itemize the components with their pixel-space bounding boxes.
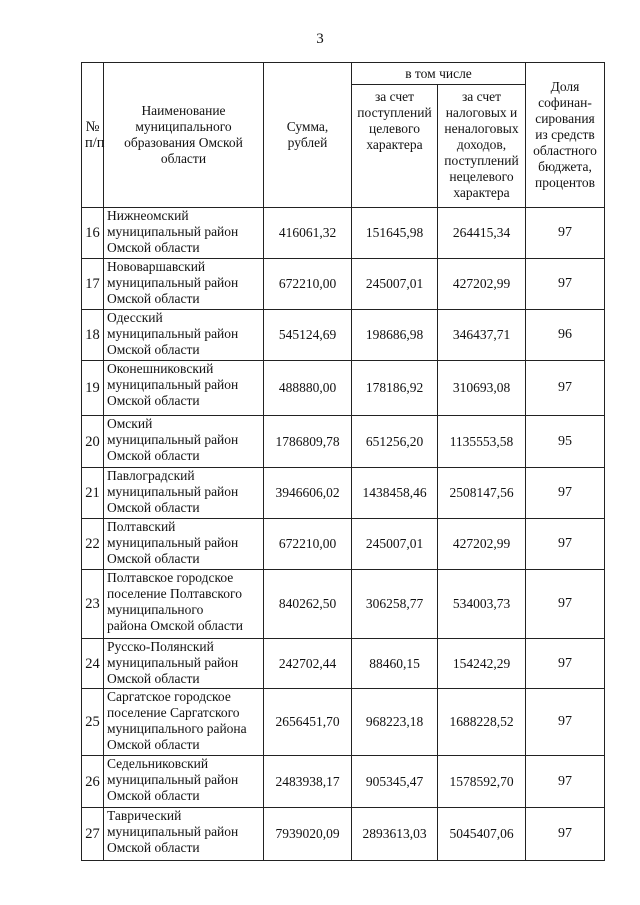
header-text-line: бюджета,	[538, 159, 592, 174]
targeted-value: 178186,92	[352, 361, 438, 416]
municipality-name-line: Омский	[107, 416, 153, 431]
subsidy-table	[81, 62, 605, 861]
municipality-name	[104, 208, 264, 259]
header-text-line: доходов,	[456, 137, 507, 152]
header-text-line: из средств	[535, 127, 595, 142]
municipality-name-line: Омской области	[107, 240, 200, 255]
share-value: 97	[526, 208, 605, 259]
targeted-value: 306258,77	[352, 570, 438, 639]
header-text-line: №	[85, 119, 100, 135]
municipality-name	[104, 259, 264, 310]
municipality-name-line: Саргатское городское	[107, 689, 231, 704]
tax-value: 346437,71	[438, 310, 526, 361]
municipality-name-line: Седельниковский	[107, 756, 209, 771]
municipality-name	[104, 310, 264, 361]
sum-value: 2483938,17	[264, 756, 352, 808]
header-text-line: неналоговых	[444, 121, 519, 136]
row-number: 23	[82, 570, 104, 639]
municipality-name-line: Нижнеомский	[107, 208, 189, 223]
municipality-name-line: Омской области	[107, 737, 200, 752]
header-text-line: характера	[453, 185, 510, 200]
tax-value: 5045407,06	[438, 808, 526, 861]
municipality-name-line: Русско-Полянский	[107, 639, 214, 654]
row-number: 24	[82, 639, 104, 689]
row-number: 17	[82, 259, 104, 310]
tax-value: 2508147,56	[438, 468, 526, 519]
row-number: 25	[82, 689, 104, 756]
municipality-name-line: Таврический	[107, 808, 182, 823]
table-row	[82, 361, 605, 416]
municipality-name-line: муниципальный район	[107, 655, 239, 670]
municipality-name-line: Одесский	[107, 310, 163, 325]
header-text-line: образования Омской	[124, 135, 243, 150]
municipality-name-line: Омской области	[107, 342, 200, 357]
municipality-name	[104, 468, 264, 519]
header-text-line: софинан-	[538, 95, 592, 110]
municipality-name	[104, 519, 264, 570]
row-number: 20	[82, 416, 104, 468]
municipality-name-line: Нововаршавский	[107, 259, 206, 274]
header-text-line: за счет	[374, 89, 415, 104]
municipality-name-line: Омской области	[107, 448, 200, 463]
table-row	[82, 639, 605, 689]
municipality-name	[104, 756, 264, 808]
targeted-value: 2893613,03	[352, 808, 438, 861]
municipality-name-line: района Омской области	[107, 618, 243, 633]
sum-value: 545124,69	[264, 310, 352, 361]
tax-value: 1578592,70	[438, 756, 526, 808]
table-row	[82, 468, 605, 519]
municipality-name-line: поселение Полтавского	[107, 586, 242, 601]
header-text-line: Доля	[550, 79, 580, 94]
header-text-line: Наименование	[141, 103, 226, 118]
municipality-name	[104, 808, 264, 861]
header-sum	[264, 63, 352, 208]
table-row	[82, 756, 605, 808]
sum-value: 672210,00	[264, 519, 352, 570]
share-value: 95	[526, 416, 605, 468]
row-number: 19	[82, 361, 104, 416]
header-row-top	[82, 63, 605, 85]
municipality-name-line: муниципального района	[107, 721, 247, 736]
share-value: 97	[526, 361, 605, 416]
municipality-name-line: Омской области	[107, 671, 200, 686]
municipality-name-line: муниципальный район	[107, 275, 239, 290]
header-text-line: налоговых и	[445, 105, 518, 120]
share-value: 96	[526, 310, 605, 361]
share-value: 97	[526, 689, 605, 756]
sum-value: 7939020,09	[264, 808, 352, 861]
sum-value: 2656451,70	[264, 689, 352, 756]
table-body	[82, 208, 605, 861]
header-text-line: области	[160, 151, 207, 166]
tax-value: 427202,99	[438, 519, 526, 570]
municipality-name	[104, 639, 264, 689]
municipality-name	[104, 416, 264, 468]
targeted-value: 905345,47	[352, 756, 438, 808]
municipality-name-line: муниципальный район	[107, 772, 239, 787]
header-tax-nontax-income	[438, 85, 526, 208]
tax-value: 1688228,52	[438, 689, 526, 756]
municipality-name	[104, 689, 264, 756]
header-cofinancing-share	[526, 63, 605, 208]
header-text-line: за счет	[461, 89, 502, 104]
targeted-value: 968223,18	[352, 689, 438, 756]
page-number: 3	[316, 31, 324, 47]
table-row	[82, 570, 605, 639]
header-text-line: п/п	[85, 135, 105, 151]
municipality-name-line: Полтавское городское	[107, 570, 234, 585]
header-text-line: сирования	[535, 111, 595, 126]
targeted-value: 651256,20	[352, 416, 438, 468]
tax-value: 534003,73	[438, 570, 526, 639]
share-value: 97	[526, 519, 605, 570]
table-row	[82, 208, 605, 259]
table-row	[82, 689, 605, 756]
municipality-name	[104, 361, 264, 416]
tax-value: 154242,29	[438, 639, 526, 689]
header-text-line: характера	[366, 137, 423, 152]
municipality-name-line: муниципальный район	[107, 824, 239, 839]
row-number: 18	[82, 310, 104, 361]
table-row	[82, 519, 605, 570]
tax-value: 427202,99	[438, 259, 526, 310]
header-including: в том числе	[352, 63, 526, 85]
municipality-name-line: муниципальный район	[107, 224, 239, 239]
header-text-line: процентов	[534, 175, 595, 190]
header-municipality-name	[104, 63, 264, 208]
municipality-name-line: Полтавский	[107, 519, 176, 534]
header-targeted-receipts	[352, 85, 438, 208]
row-number: 21	[82, 468, 104, 519]
header-text-line: поступлений	[357, 105, 432, 120]
sum-value: 672210,00	[264, 259, 352, 310]
header-text-line: областного	[533, 143, 597, 158]
sum-value: 242702,44	[264, 639, 352, 689]
municipality-name-line: Омской области	[107, 393, 200, 408]
municipality-name-line: Омской области	[107, 551, 200, 566]
targeted-value: 88460,15	[352, 639, 438, 689]
row-number: 26	[82, 756, 104, 808]
targeted-value: 1438458,46	[352, 468, 438, 519]
share-value: 97	[526, 639, 605, 689]
row-number: 22	[82, 519, 104, 570]
municipality-name-line: муниципальный район	[107, 432, 239, 447]
table-row	[82, 259, 605, 310]
tax-value: 1135553,58	[438, 416, 526, 468]
municipality-name-line: муниципальный район	[107, 326, 239, 341]
municipality-name-line: Оконешниковский	[107, 361, 214, 376]
sum-value: 3946606,02	[264, 468, 352, 519]
municipality-name-line: Омской области	[107, 840, 200, 855]
share-value: 97	[526, 808, 605, 861]
table-row	[82, 808, 605, 861]
municipality-name	[104, 570, 264, 639]
share-value: 97	[526, 756, 605, 808]
targeted-value: 151645,98	[352, 208, 438, 259]
header-text-line: целевого	[369, 121, 420, 136]
municipality-name-line: Омской области	[107, 291, 200, 306]
header-number	[82, 63, 104, 208]
municipality-name-line: муниципальный район	[107, 484, 239, 499]
share-value: 97	[526, 468, 605, 519]
sum-value: 416061,32	[264, 208, 352, 259]
municipality-name-line: муниципальный район	[107, 535, 239, 550]
row-number: 27	[82, 808, 104, 861]
targeted-value: 198686,98	[352, 310, 438, 361]
sum-value: 488880,00	[264, 361, 352, 416]
municipality-name-line: поселение Саргатского	[107, 705, 240, 720]
header-text-line: Сумма,	[286, 119, 329, 134]
share-value: 97	[526, 259, 605, 310]
header-text-line: нецелевого	[449, 169, 514, 184]
row-number: 16	[82, 208, 104, 259]
share-value: 97	[526, 570, 605, 639]
sum-value: 1786809,78	[264, 416, 352, 468]
municipality-name-line: Омской области	[107, 788, 200, 803]
tax-value: 310693,08	[438, 361, 526, 416]
municipality-name-line: Павлоградский	[107, 468, 195, 483]
table-row	[82, 416, 605, 468]
table-row	[82, 310, 605, 361]
targeted-value: 245007,01	[352, 519, 438, 570]
municipality-name-line: муниципальный район	[107, 377, 239, 392]
targeted-value: 245007,01	[352, 259, 438, 310]
header-text-line: рублей	[287, 135, 328, 150]
municipality-name-line: муниципального	[107, 602, 204, 617]
sum-value: 840262,50	[264, 570, 352, 639]
header-text-line: поступлений	[444, 153, 519, 168]
municipality-name-line: Омской области	[107, 500, 200, 515]
header-text-line: муниципального	[135, 119, 232, 134]
tax-value: 264415,34	[438, 208, 526, 259]
